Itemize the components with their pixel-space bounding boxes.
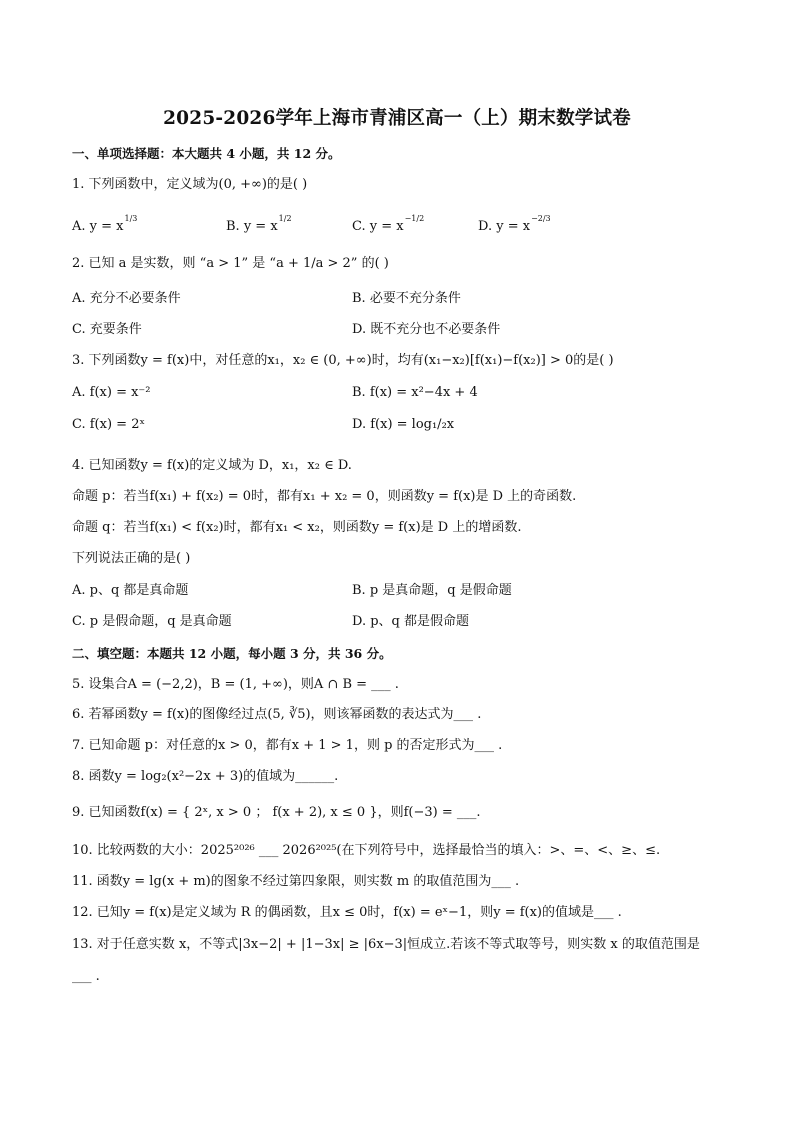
question-2-option-a: A. 充分不必要条件: [72, 291, 181, 306]
question-10: 10. 比较两数的大小：2025²⁰²⁶ ___ 2026²⁰²⁵(在下列符号中，选择最恰当的填入：>、=、<、≥、≤.: [72, 843, 661, 858]
question-13-line-2: ___ .: [72, 969, 100, 984]
question-11: 11. 函数y = lg(x + m)的图象不经过第四象限，则实数 m 的取值范围为___ .: [72, 874, 520, 889]
section-heading-fill: 二、填空题：本题共 12 小题，每小题 3 分，共 36 分。: [72, 646, 392, 661]
option-text: D. y = x: [478, 219, 531, 234]
question-1-option-b: [226, 214, 292, 237]
exponent: −1/2: [404, 214, 425, 223]
exponent: 1/3: [124, 214, 138, 223]
question-1-option-a: [72, 214, 138, 237]
option-text: A. y = x: [72, 219, 124, 234]
question-12: 12. 已知y = f(x)是定义域为 R 的偶函数，且x ≤ 0时，f(x) = eˣ−1，则y = f(x)的值域是___ .: [72, 905, 622, 920]
question-2-option-b: B. 必要不充分条件: [352, 291, 461, 306]
question-1-stem: 1. 下列函数中，定义域为(0, +∞)的是( ): [72, 177, 308, 192]
question-6: 6. 若幂函数y = f(x)的图像经过点(5, ∛5)，则该幂函数的表达式为___ .: [72, 707, 482, 722]
option-text: C. y = x: [352, 219, 404, 234]
question-4-option-a: A. p、q 都是真命题: [72, 583, 189, 598]
option-text: B. y = x: [226, 219, 278, 234]
question-2-stem: 2. 已知 a 是实数，则 “a > 1” 是 “a + 1/a > 2” 的( ): [72, 256, 389, 271]
question-3-option-b: B. f(x) = x²−4x + 4: [352, 385, 478, 400]
question-8: 8. 函数y = log₂(x²−2x + 3)的值域为______.: [72, 769, 339, 784]
question-1-option-d: [478, 214, 551, 237]
question-9: 9. 已知函数f(x) = { 2ˣ, x > 0 ； f(x + 2), x ≤ 0 }，则f(−3) = ___.: [72, 805, 481, 820]
question-4-option-b: B. p 是真命题，q 是假命题: [352, 583, 512, 598]
question-1-option-c: [352, 214, 425, 237]
question-13-line-1: 13. 对于任意实数 x，不等式|3x−2| + |1−3x| ≥ |6x−3|恒成立.若该不等式取等号，则实数 x 的取值范围是: [72, 937, 700, 952]
question-3-option-a: A. f(x) = x⁻²: [72, 385, 151, 400]
question-3-stem: 3. 下列函数y = f(x)中，对任意的x₁，x₂ ∈ (0, +∞)时，均有(x₁−x₂)[f(x₁)−f(x₂)] > 0的是( ): [72, 353, 614, 368]
question-5: 5. 设集合A = (−2,2)，B = (1, +∞)，则A ∩ B = ___ .: [72, 677, 399, 692]
exam-title: 2025-2026学年上海市青浦区高一（上）期末数学试卷: [163, 108, 631, 129]
question-4-stem: 4. 已知函数y = f(x)的定义域为 D，x₁，x₂ ∈ D.: [72, 458, 352, 473]
question-2-option-c: C. 充要条件: [72, 322, 142, 337]
question-3-option-c: C. f(x) = 2ˣ: [72, 417, 145, 432]
question-4-proposition-p: 命题 p：若当f(x₁) + f(x₂) = 0时，都有x₁ + x₂ = 0，则函数y = f(x)是 D 上的奇函数.: [72, 489, 577, 504]
question-4-proposition-q: 命题 q：若当f(x₁) < f(x₂)时，都有x₁ < x₂，则函数y = f(x)是 D 上的增函数.: [72, 520, 522, 535]
question-4-option-d: D. p、q 都是假命题: [352, 614, 470, 629]
exponent: 1/2: [278, 214, 292, 223]
question-7: 7. 已知命题 p：对任意的x > 0，都有x + 1 > 1，则 p 的否定形式为___ .: [72, 738, 503, 753]
section-heading-choice: 一、单项选择题：本大题共 4 小题，共 12 分。: [72, 146, 341, 161]
exponent: −2/3: [531, 214, 551, 223]
question-2-option-d: D. 既不充分也不必要条件: [352, 322, 501, 337]
question-4-option-c: C. p 是假命题，q 是真命题: [72, 614, 232, 629]
question-3-option-d: D. f(x) = log₁/₂x: [352, 417, 455, 432]
question-4-ask: 下列说法正确的是( ): [72, 551, 191, 566]
